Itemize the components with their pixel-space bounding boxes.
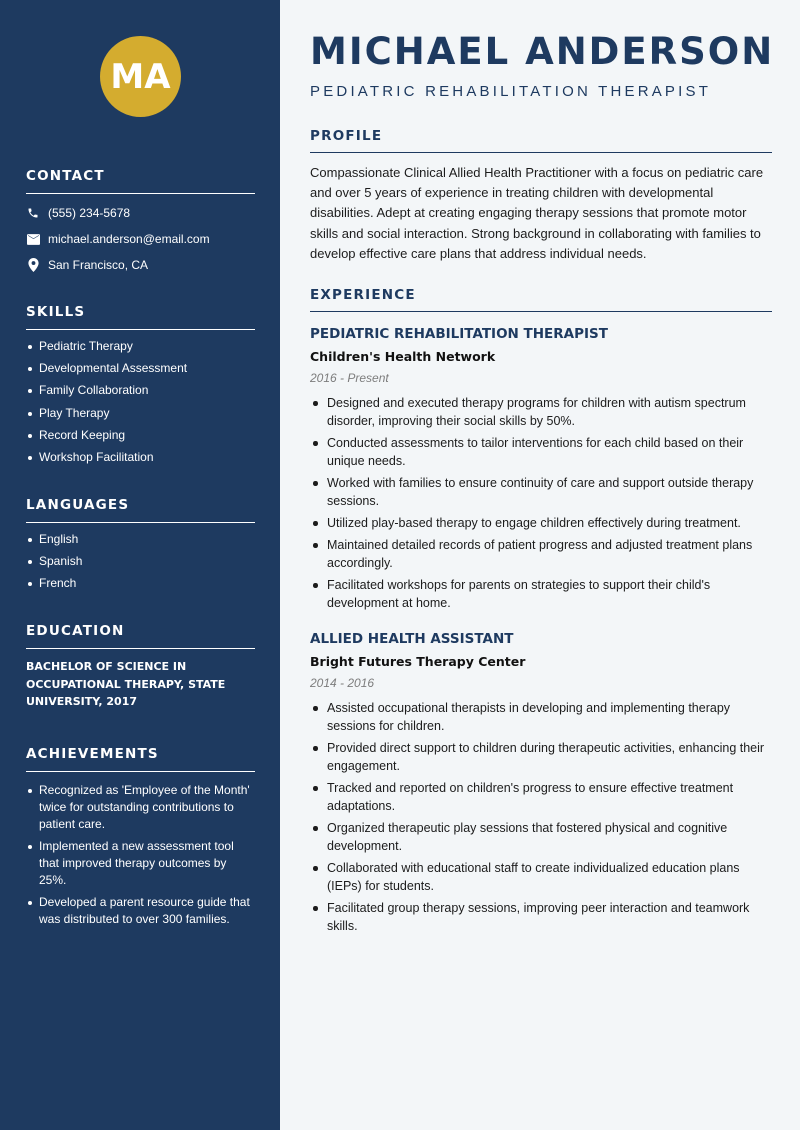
achievements-list [26,782,255,928]
list-item: Maintained detailed records of patient progress and adjusted treatment plans accordingly. [310,536,772,572]
sidebar [0,0,280,1130]
contact-location [26,252,255,278]
list-item: Family Collaboration [26,382,255,399]
languages-list [26,531,255,592]
languages-heading: LANGUAGES [26,497,255,523]
list-item: Utilized play-based therapy to engage children effectively during treatment. [310,514,772,532]
list-item: Facilitated group therapy sessions, improving peer interaction and teamwork skills. [310,899,772,935]
location-text: San Francisco, CA [48,258,149,272]
company-name: Children's Health Network [310,349,496,364]
profile-text: Compassionate Clinical Allied Health Practitioner with a focus on pediatric care and over 5 years of experience in treating children with developmental disabilities. Adept at creating engaging therapy sessions that promote motor skills and social interaction. Strong background in collaborating with families to develop effective care plans that address individual needs. [310,165,764,261]
job-bullets [310,699,772,935]
list-item: Play Therapy [26,405,255,422]
list-item: Conducted assessments to tailor interventions for each child based on their unique needs. [310,434,772,470]
candidate-name: MICHAEL ANDERSON [310,30,775,73]
education-degree: BACHELOR OF SCIENCE IN OCCUPATIONAL THERAPY, STATE UNIVERSITY, 2017 [26,660,226,708]
list-item: Provided direct support to children during therapeutic activities, enhancing their engagement. [310,739,772,775]
candidate-title: PEDIATRIC REHABILITATION THERAPIST [310,83,712,100]
mail-icon [26,232,40,246]
list-item: Workshop Facilitation [26,449,255,466]
contact-section [26,168,255,278]
avatar: MA [100,36,181,117]
list-item: Recognized as 'Employee of the Month' twice for outstanding contributions to patient care. [26,782,255,833]
list-item: English [26,531,255,548]
list-item: Spanish [26,553,255,570]
skills-list [26,338,255,466]
location-pin-icon [26,258,40,272]
list-item: Designed and executed therapy programs for children with autism spectrum disorder, improving their social skills by 50%. [310,394,772,430]
job-entry [310,326,772,616]
job-dates: 2014 - 2016 [310,676,375,690]
profile-heading: PROFILE [310,128,772,153]
list-item: Implemented a new assessment tool that improved therapy outcomes by 25%. [26,838,255,889]
phone-icon [26,206,40,220]
list-item: Developmental Assessment [26,360,255,377]
job-entry [310,631,772,939]
company-name: Bright Futures Therapy Center [310,654,526,669]
job-dates: 2016 - Present [310,371,389,385]
experience-heading: EXPERIENCE [310,287,772,312]
education-heading: EDUCATION [26,623,255,649]
achievements-section [26,746,255,934]
list-item: Facilitated workshops for parents on strategies to support their child's development at home. [310,576,772,612]
job-title: ALLIED HEALTH ASSISTANT [310,631,514,647]
list-item: Pediatric Therapy [26,338,255,355]
list-item: Record Keeping [26,427,255,444]
education-section [26,623,255,711]
list-item: Collaborated with educational staff to create individualized education plans (IEPs) for students. [310,859,772,895]
job-bullets [310,394,772,612]
list-item: Worked with families to ensure continuity of care and support outside therapy sessions. [310,474,772,510]
list-item: Assisted occupational therapists in developing and implementing therapy sessions for children. [310,699,772,735]
job-title: PEDIATRIC REHABILITATION THERAPIST [310,326,608,342]
skills-heading: SKILLS [26,304,255,330]
languages-section [26,497,255,598]
achievements-heading: ACHIEVEMENTS [26,746,255,772]
list-item: Organized therapeutic play sessions that fostered physical and cognitive development. [310,819,772,855]
contact-heading: CONTACT [26,168,255,194]
skills-section [26,304,255,471]
list-item: French [26,575,255,592]
contact-email [26,226,255,252]
phone-text: (555) 234-5678 [48,206,131,220]
list-item: Developed a parent resource guide that was distributed to over 300 families. [26,894,255,928]
contact-phone [26,200,255,226]
email-text: michael.anderson@email.com [48,232,210,246]
list-item: Tracked and reported on children's progress to ensure effective treatment adaptations. [310,779,772,815]
